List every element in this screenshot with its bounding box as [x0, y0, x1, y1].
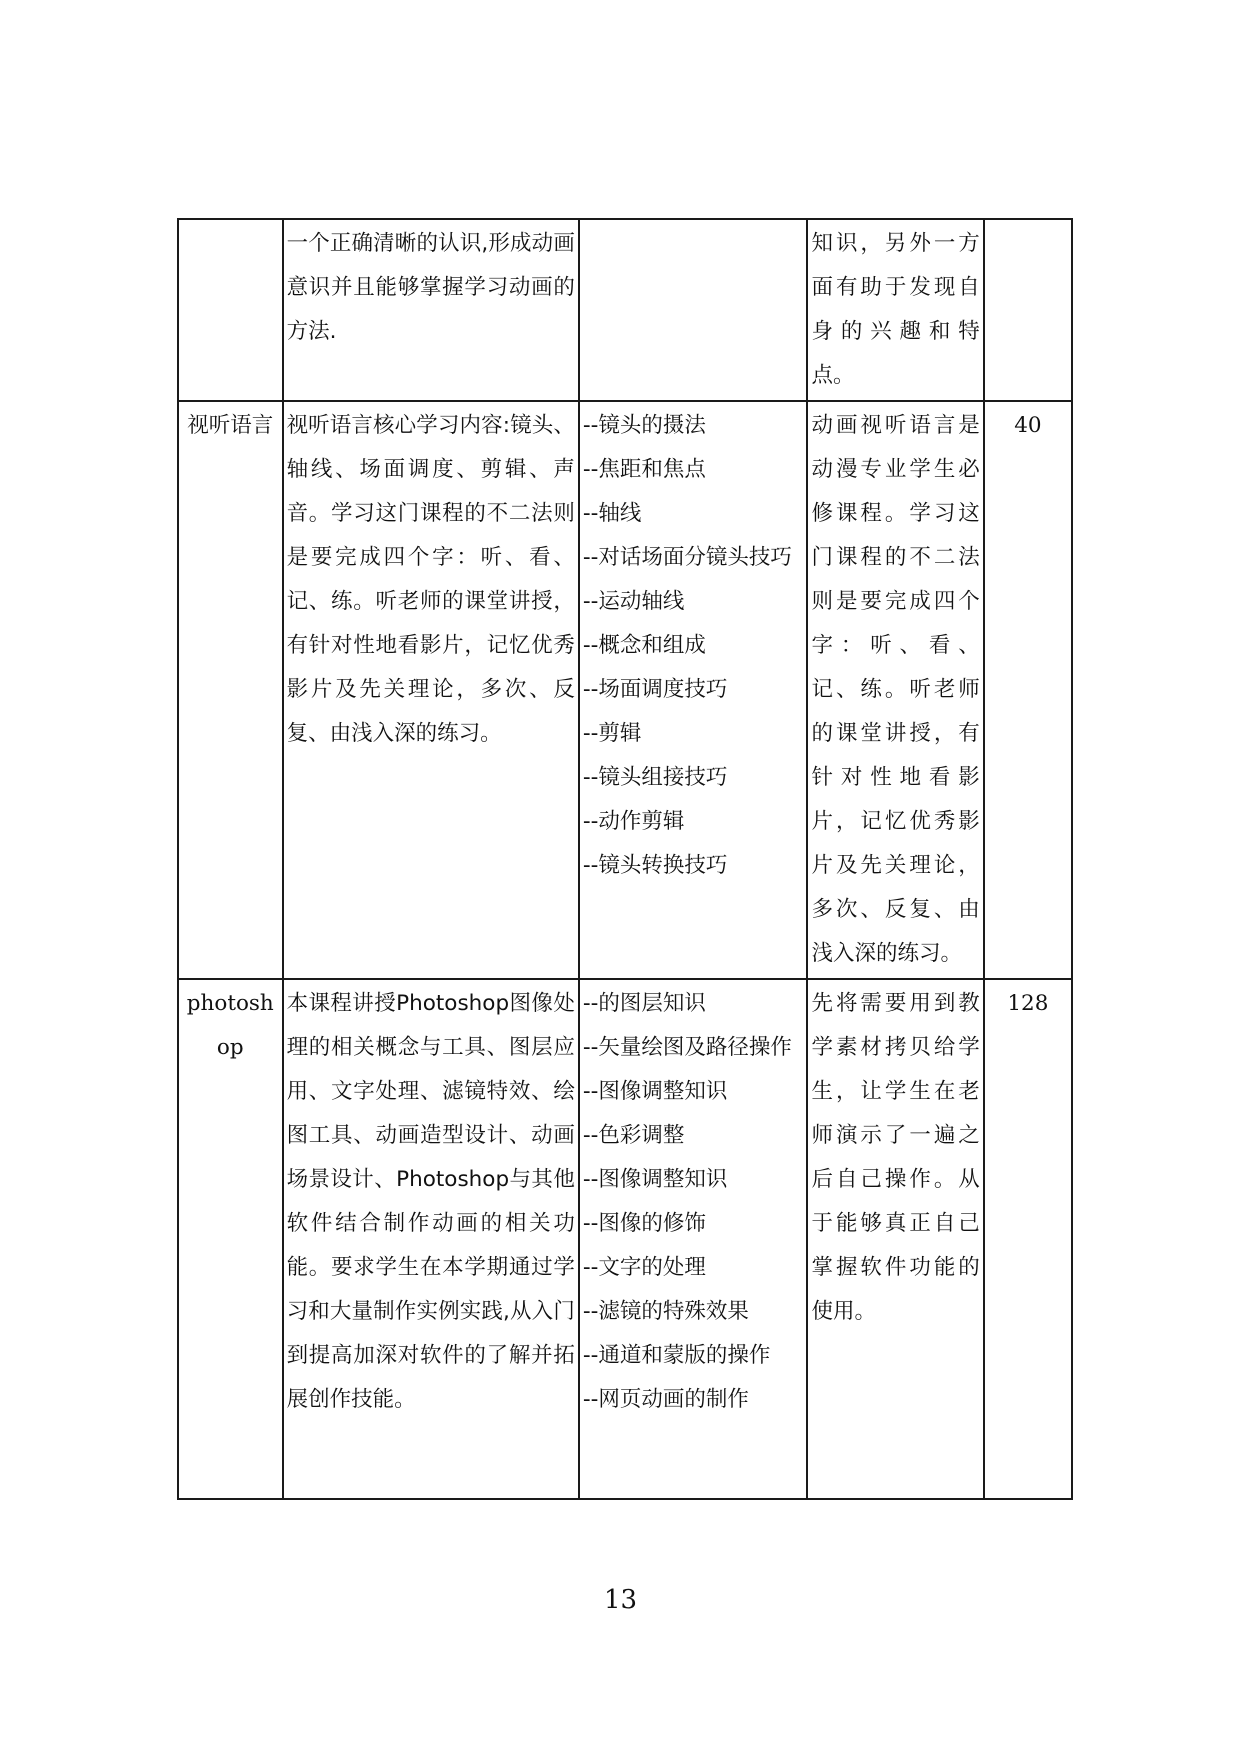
topic-item: --运动轴线 [582, 589, 685, 614]
course-objective-cell: 视听语言核心学习内容:镜头、轴线、场面调度、剪辑、声音。学习这门课程的不二法则是要完成四个字：听、看、记、练。听老师的课堂讲授，有针对性地看影片，记忆优秀影片及先关理论，多次、反复、由浅入深的练习。 [283, 401, 579, 979]
course-hours-cell: 128 [984, 979, 1072, 1499]
course-objective-cell: 本课程讲授Photoshop图像处理的相关概念与工具、图层应用、文字处理、滤镜特效、绘图工具、动画造型设计、动画场景设计、Photoshop与其他软件结合制作动画的相关功能。要求学生在本学期通过学习和大量制作实例实践,从入门到提高加深对软件的了解并拓展创作技能。 [283, 979, 579, 1499]
course-hours-cell: 40 [984, 401, 1072, 979]
topic-item: --图像的修饰 [582, 1211, 706, 1236]
course-hours-cell [984, 219, 1072, 401]
topic-item: --焦距和焦点 [582, 457, 706, 482]
topic-item: --镜头转换技巧 [582, 853, 728, 878]
page-number: 13 [603, 1585, 638, 1615]
table-row [178, 979, 1072, 1499]
course-table [177, 218, 1073, 1500]
teaching-method-cell: 知识，另外一方面有助于发现自身的兴趣和特点。 [807, 219, 983, 401]
topic-item: --图像调整知识 [582, 1079, 728, 1104]
course-topics-cell [579, 401, 808, 979]
course-objective-cell: 一个正确清晰的认识,形成动画意识并且能够掌握学习动画的方法. [283, 219, 579, 401]
course-name-cell: photoshop [178, 979, 283, 1499]
topic-item: --通道和蒙版的操作 [582, 1343, 771, 1368]
topic-item: --的图层知识 [582, 991, 706, 1016]
topic-item: --色彩调整 [582, 1123, 685, 1148]
course-name-cell [178, 219, 283, 401]
course-name-cell: 视听语言 [178, 401, 283, 979]
topic-item: --剪辑 [582, 721, 642, 746]
topic-item: --轴线 [582, 501, 642, 526]
topic-item: --滤镜的特殊效果 [582, 1299, 749, 1324]
topic-item: --图像调整知识 [582, 1167, 728, 1192]
teaching-method-cell: 动画视听语言是动漫专业学生必修课程。学习这门课程的不二法则是要完成四个字：听、看、记、练。听老师的课堂讲授，有针对性地看影片，记忆优秀影片及先关理论，多次、反复、由浅入深的练习。 [807, 401, 983, 979]
topic-item: --矢量绘图及路径操作 [582, 1035, 792, 1060]
teaching-method-cell: 先将需要用到教学素材拷贝给学生，让学生在老师演示了一遍之后自己操作。从于能够真正自己掌握软件功能的使用。 [807, 979, 983, 1499]
course-topics-cell [579, 219, 808, 401]
topic-item: --场面调度技巧 [582, 677, 728, 702]
topic-item: --对话场面分镜头技巧 [582, 545, 792, 570]
topic-item: --文字的处理 [582, 1255, 706, 1280]
topic-item: --概念和组成 [582, 633, 706, 658]
topic-item: --镜头的摄法 [582, 413, 706, 438]
table-row [178, 219, 1072, 401]
topic-item: --镜头组接技巧 [582, 765, 728, 790]
table-row [178, 401, 1072, 979]
course-topics-cell [579, 979, 808, 1499]
topic-item: --网页动画的制作 [582, 1387, 749, 1412]
topic-item: --动作剪辑 [582, 809, 685, 834]
